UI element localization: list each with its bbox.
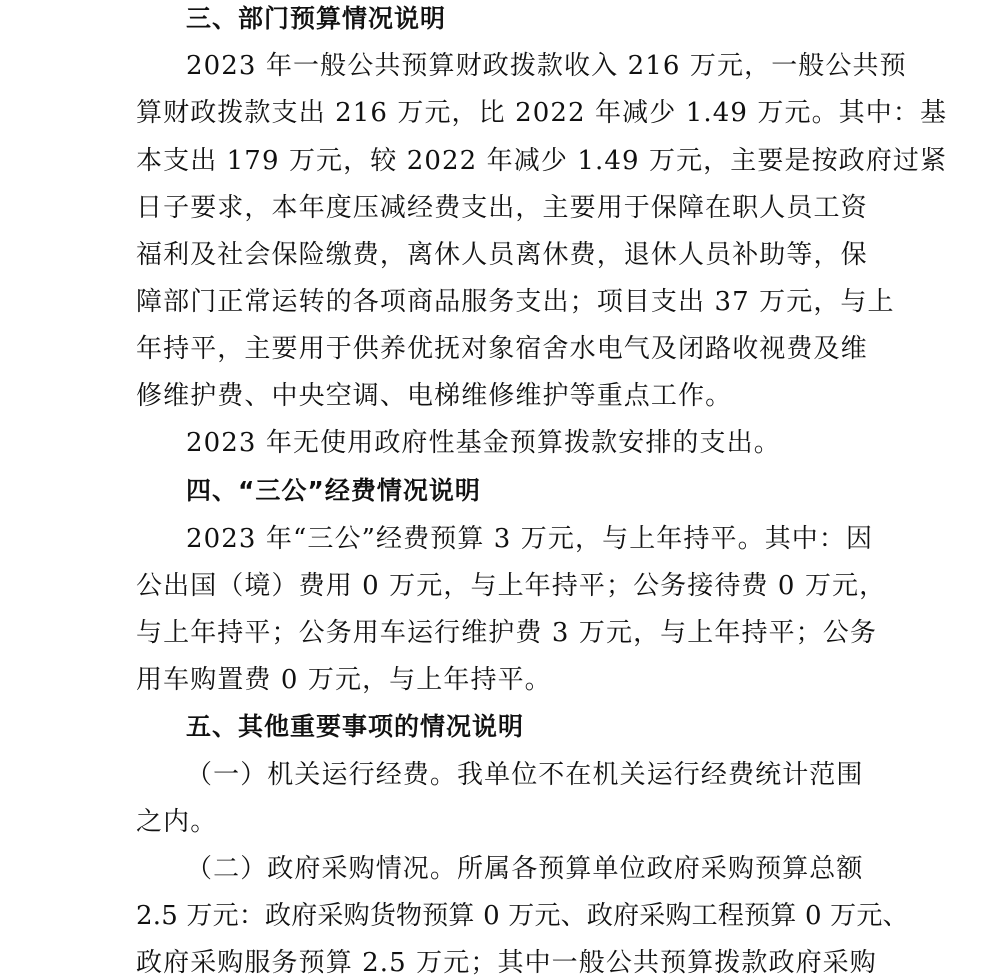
paragraph-line: 用车购置费 0 万元，与上年持平。 <box>136 665 552 695</box>
paragraph-line: 障部门正常运转的各项商品服务支出；项目支出 37 万元，与上 <box>136 287 895 317</box>
paragraph-line: （二）政府采购情况。所属各预算单位政府采购预算总额 <box>186 854 864 884</box>
section-heading-budget: 三、部门预算情况说明 <box>186 4 447 33</box>
paragraph-line: 福利及社会保险缴费，离休人员离休费，退休人员补助等，保 <box>136 240 868 270</box>
paragraph-line: 算财政拨款支出 216 万元，比 2022 年减少 1.49 万元。其中：基 <box>136 98 948 128</box>
section-heading-three-public: 四、“三公”经费情况说明 <box>186 476 481 505</box>
paragraph-line: 公出国（境）费用 0 万元，与上年持平；公务接待费 0 万元， <box>136 571 887 601</box>
paragraph-line: 2023 年一般公共预算财政拨款收入 216 万元，一般公共预 <box>186 51 907 81</box>
paragraph-line: 政府采购服务预算 2.5 万元；其中一般公共预算拨款政府采购 <box>136 948 877 978</box>
section-heading-other-matters: 五、其他重要事项的情况说明 <box>186 712 525 741</box>
paragraph-line: 2023 年无使用政府性基金预算拨款安排的支出。 <box>186 428 781 458</box>
paragraph-line: 修维护费、中央空调、电梯维修维护等重点工作。 <box>136 381 733 411</box>
paragraph-line: 与上年持平；公务用车运行维护费 3 万元，与上年持平；公务 <box>136 618 877 648</box>
paragraph-line: 之内。 <box>136 807 218 837</box>
paragraph-line: （一）机关运行经费。我单位不在机关运行经费统计范围 <box>186 760 864 790</box>
paragraph-line: 年持平，主要用于供养优抚对象宿舍水电气及闭路收视费及维 <box>136 334 868 364</box>
paragraph-line: 2.5 万元：政府采购货物预算 0 万元、政府采购工程预算 0 万元、 <box>136 901 909 931</box>
paragraph-line: 2023 年“三公”经费预算 3 万元，与上年持平。其中：因 <box>186 524 874 554</box>
paragraph-line: 日子要求，本年度压减经费支出，主要用于保障在职人员工资 <box>136 193 868 223</box>
paragraph-line: 本支出 179 万元，较 2022 年减少 1.49 万元，主要是按政府过紧 <box>136 146 948 176</box>
